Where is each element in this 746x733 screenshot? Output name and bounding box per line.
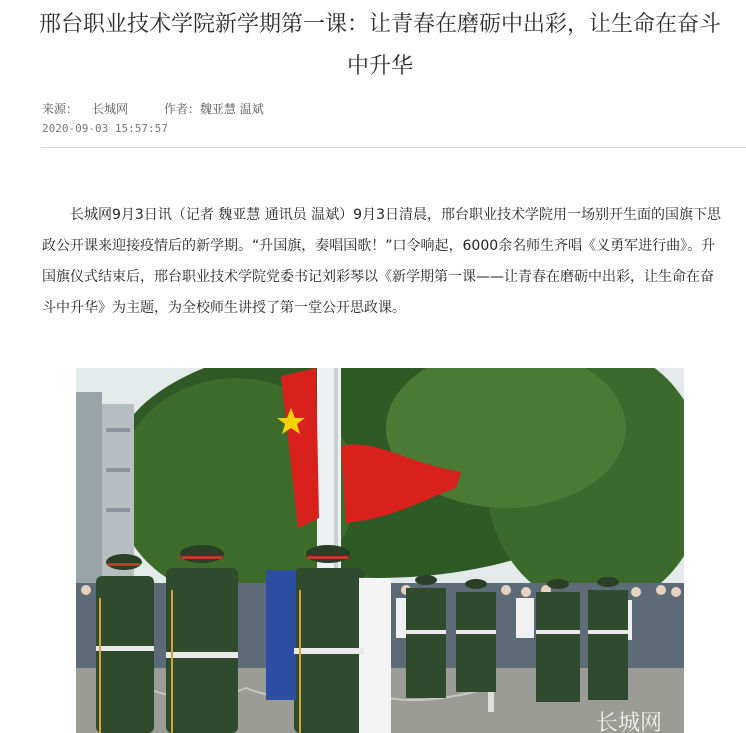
article-title: 邢台职业技术学院新学期第一课：让青春在磨砺中出彩，让生命在奋斗中升华 xyxy=(38,12,721,79)
source-name[interactable]: 长城网 xyxy=(92,102,129,116)
article-paragraph: 长城网9月3日讯（记者 魏亚慧 通讯员 温斌）9月3日清晨，邢台职业技术学院用一场别开生面的国旗下思政公开课来迎接疫情后的新学期。“升国旗，奏唱国歌！”口令响起，6000余名师生齐唱《义勇军进行曲》。升国旗仪式结束后，邢台职业技术学院党委书记刘彩琴以《新学期第一课——让青春在磨砺中出彩，让生命在奋斗中升华》为主题，为全校师生讲授了第一堂公开思政课。 xyxy=(42,207,721,316)
author-names: 魏亚慧 温斌 xyxy=(199,102,264,116)
article-meta xyxy=(42,100,278,117)
divider xyxy=(42,147,746,148)
flag-raising-photo xyxy=(76,368,684,733)
publish-date: 2020-09-03 15:57:57 xyxy=(42,122,168,135)
photo-watermark: 长城网 xyxy=(596,711,663,733)
source-label: 来源： xyxy=(42,102,79,116)
author-label: 作者： xyxy=(163,102,200,116)
photo-illustration xyxy=(76,368,684,733)
